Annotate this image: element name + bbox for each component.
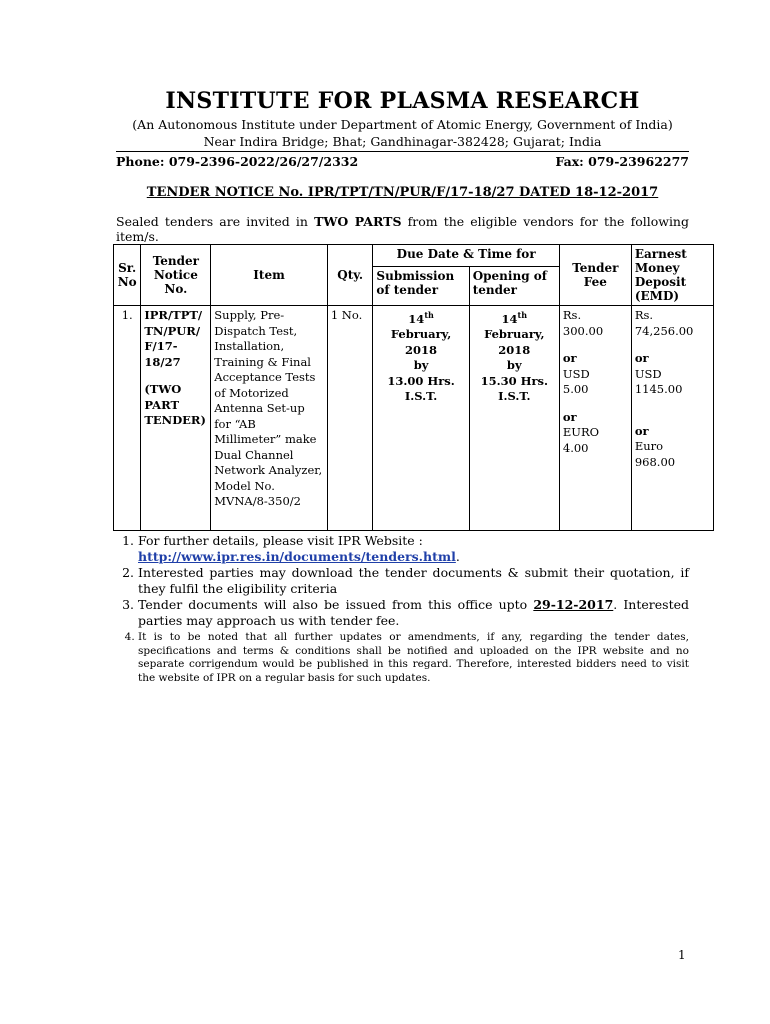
emd-or-1: or (634, 351, 649, 365)
cell-opening (469, 306, 559, 531)
submission-day: 14 (408, 311, 425, 326)
fee-usd: 5.00 (562, 382, 589, 396)
header-tender-fee: Tender Fee (559, 245, 631, 306)
note-1-end: . (455, 549, 460, 564)
emd-usd: 1145.00 (634, 382, 683, 396)
emd-rs: 74,256.00 (634, 323, 694, 338)
intro-text: Sealed tenders are invited in (116, 214, 315, 229)
opening-day-suffix: th (517, 310, 528, 320)
fee-rs-label: Rs. (562, 308, 582, 322)
tenders-link[interactable]: http://www.ipr.res.in/documents/tenders.html (138, 549, 456, 564)
opening-time: 15.30 Hrs. (480, 373, 548, 388)
note-1-text: For further details, please visit IPR Website : (138, 533, 423, 548)
intro-paragraph (116, 214, 689, 244)
emd-euro: 968.00 (634, 454, 676, 469)
tender-notice-title: TENDER NOTICE No. IPR/TPT/TN/PUR/F/17-18/27 DATED 18-12-2017 (146, 185, 659, 200)
note-3-date: 29-12-2017 (533, 597, 614, 612)
header-item: Item (211, 245, 328, 306)
institute-title: INSTITUTE FOR PLASMA RESEARCH (165, 88, 640, 114)
header-tender-notice: Tender Notice No. (141, 245, 211, 306)
fee-usd-label: USD (562, 366, 590, 381)
intro-text-end: from the eligible vendors for the following item/s. (116, 214, 689, 244)
fee-euro: 4.00 (562, 440, 589, 455)
emd-usd-label: USD (634, 366, 662, 381)
note-item-2: 2. Interested parties may download the tender documents & submit their quotation, if they fulfil the eligibility criteria (138, 565, 689, 597)
note-item-3 (138, 597, 689, 629)
header-emd: Earnest Money Deposit (EMD) (631, 245, 713, 306)
notes-list (116, 533, 689, 685)
contact-row (116, 154, 689, 169)
emd-rs-label: Rs. (634, 308, 654, 322)
table-row (114, 306, 714, 531)
tender-table (113, 244, 714, 531)
cell-submission (373, 306, 469, 531)
opening-by: by (506, 358, 522, 373)
opening-year: 2018 (498, 342, 531, 357)
cell-notice (141, 306, 211, 531)
header-divider (116, 151, 689, 152)
opening-zone: I.S.T. (498, 389, 531, 404)
note-3-text: Tender documents will also be issued from this office upto (138, 597, 534, 612)
phone-number: Phone: 079-2396-2022/26/27/2332 (116, 154, 359, 169)
header-submission: Submission of tender (373, 267, 469, 306)
fee-rs: 300.00 (562, 323, 604, 338)
header-qty: Qty. (327, 245, 373, 306)
submission-year: 2018 (405, 342, 438, 357)
cell-item: Supply, Pre-Dispatch Test, Installation, Training & Final Acceptance Tests of Motorized Antenna Set-up for “AB Millimeter” make Dual Channel Network Analyzer, Model No. MVNA/8-350/2 (211, 306, 328, 531)
emd-or-2: or (634, 423, 649, 438)
cell-tender-fee (559, 306, 631, 531)
cell-emd (631, 306, 713, 531)
document-page (116, 88, 694, 685)
opening-day: 14 (501, 311, 518, 326)
cell-sr: 1. (114, 306, 141, 531)
notice-two-part: (TWO PART TENDER) (144, 382, 206, 427)
header-opening: Opening of tender (469, 267, 559, 306)
fee-euro-label: EURO (562, 425, 600, 439)
opening-month: February, (484, 327, 545, 342)
submission-time: 13.00 Hrs. (387, 373, 455, 388)
header-due-date: Due Date & Time for (373, 245, 559, 267)
institute-address: Near Indira Bridge; Bhat; Gandhinagar-382428; Gujarat; India (203, 134, 602, 149)
fee-or-2: or (562, 409, 577, 424)
emd-euro-label: Euro (634, 439, 664, 453)
note-3-end: . Interested parties may approach us with tender fee. (138, 597, 689, 628)
submission-day-suffix: th (424, 310, 434, 320)
header-sr-no: Sr. No (114, 245, 141, 306)
notice-number: IPR/TPT/ TN/PUR/ F/17- 18/27 (144, 308, 203, 369)
table-header-row (114, 245, 714, 267)
note-item-4: 4. It is to be noted that all further updates or amendments, if any, regarding the tender dates, specifications and terms & conditions shall be notified and uploaded on the IPR website and no separate corrigendum would be published in this regard. Therefore, interested bidders need to visit the website of IPR on a regular basis for such updates. (138, 631, 689, 685)
page-number: 1 (678, 948, 686, 962)
submission-month: February, (390, 327, 452, 342)
fax-number: Fax: 079-23962277 (555, 154, 689, 169)
note-item-1 (138, 533, 689, 565)
fee-or-1: or (562, 351, 577, 365)
submission-by: by (413, 358, 429, 373)
institute-subtitle: (An Autonomous Institute under Department of Atomic Energy, Government of India) (132, 117, 673, 132)
submission-zone: I.S.T. (404, 389, 438, 404)
cell-qty: 1 No. (327, 306, 373, 531)
intro-two-parts: TWO PARTS (314, 214, 402, 229)
